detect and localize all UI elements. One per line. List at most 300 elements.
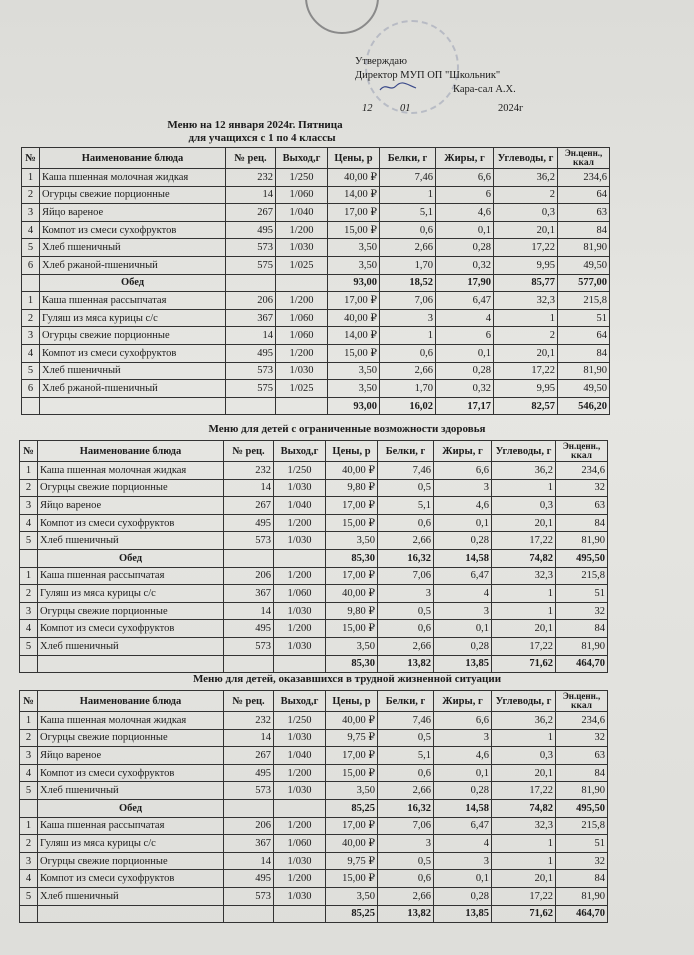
table-cell: 5 (22, 239, 40, 257)
table-cell: 495 (224, 620, 274, 638)
table-cell: 84 (556, 764, 608, 782)
table-cell: 63 (556, 747, 608, 765)
table-cell: 14 (224, 729, 274, 747)
table-cell: 215,8 (556, 567, 608, 585)
table-row (22, 344, 610, 362)
table-cell: 15,00 ₽ (328, 344, 380, 362)
table-cell: Яйцо вареное (38, 747, 224, 765)
table-cell (274, 799, 326, 817)
table-cell: 1/040 (274, 747, 326, 765)
table-cell: 573 (226, 362, 276, 380)
table-cell: 367 (224, 835, 274, 853)
table-cell: 1 (380, 186, 436, 204)
table-cell: 3 (434, 729, 492, 747)
column-header: Белки, г (380, 148, 436, 169)
table-cell: Хлеб ржаной-пшеничный (40, 256, 226, 274)
column-header: Жиры, г (434, 691, 492, 712)
table-cell: 1 (20, 462, 38, 480)
table-cell: Хлеб ржаной-пшеничный (40, 380, 226, 398)
table-cell: 1/030 (274, 602, 326, 620)
table-cell: 215,8 (558, 292, 610, 310)
table-cell: 4 (434, 585, 492, 603)
table-cell: 1 (492, 479, 556, 497)
total-label: Обед (40, 274, 226, 292)
table-cell: 5 (20, 532, 38, 550)
table-cell: 0,32 (436, 380, 494, 398)
table-cell: 81,90 (556, 532, 608, 550)
table-cell: 4,6 (434, 747, 492, 765)
table-cell: Хлеб пшеничный (40, 239, 226, 257)
table-cell: 3,50 (328, 362, 380, 380)
table-cell: Яйцо вареное (38, 497, 224, 515)
table-cell: Гуляш из мяса курицы с/с (38, 835, 224, 853)
table-cell: 81,90 (558, 239, 610, 257)
table-cell: 17,00 ₽ (326, 817, 378, 835)
table-cell (22, 274, 40, 292)
table-cell: 14,00 ₽ (328, 327, 380, 345)
table-cell: Каша пшенная рассыпчатая (38, 817, 224, 835)
table-cell: 4 (20, 764, 38, 782)
table-cell: Хлеб пшеничный (38, 532, 224, 550)
table-cell: 232 (224, 462, 274, 480)
table-cell: Огурцы свежие порционные (38, 602, 224, 620)
table-cell: 6,6 (434, 712, 492, 730)
table-cell: 2 (20, 835, 38, 853)
table-row (20, 729, 608, 747)
table-row (22, 239, 610, 257)
table-cell: 267 (224, 747, 274, 765)
column-header: Жиры, г (434, 441, 492, 462)
menu-table (21, 147, 610, 415)
total-value: 85,25 (326, 905, 378, 923)
table-cell: 573 (226, 239, 276, 257)
table-cell: 1/040 (274, 497, 326, 515)
table-cell: 14,00 ₽ (328, 186, 380, 204)
table-cell: 6 (22, 256, 40, 274)
table-cell: 63 (556, 497, 608, 515)
total-value: 464,70 (556, 905, 608, 923)
table-cell: 32 (556, 729, 608, 747)
table-cell: 3,50 (328, 380, 380, 398)
table-cell: 1 (492, 585, 556, 603)
column-header: Цены, р (328, 148, 380, 169)
total-value: 13,85 (434, 905, 492, 923)
table-row (20, 764, 608, 782)
table-cell: 575 (226, 380, 276, 398)
table-cell: 84 (556, 870, 608, 888)
table-cell: 0,1 (434, 514, 492, 532)
table-cell: Хлеб пшеничный (38, 637, 224, 655)
table-cell: 9,80 ₽ (326, 479, 378, 497)
total-value: 74,82 (492, 799, 556, 817)
table-cell: 3,50 (326, 532, 378, 550)
column-header-bottom: ккал (573, 158, 594, 168)
table-cell: 20,1 (492, 514, 556, 532)
table-cell: 234,6 (556, 462, 608, 480)
table-cell: 495 (226, 344, 276, 362)
table-cell: 2,66 (380, 362, 436, 380)
table-cell: 81,90 (556, 637, 608, 655)
menu-table (19, 690, 608, 923)
table-cell: 0,5 (378, 602, 434, 620)
column-header: Цены, р (326, 441, 378, 462)
table-cell: 1/025 (276, 380, 328, 398)
table-cell: 17,22 (494, 239, 558, 257)
table-cell: Компот из смеси сухофруктов (38, 514, 224, 532)
table-cell: 20,1 (494, 221, 558, 239)
table-cell (274, 549, 326, 567)
table-header-row (22, 148, 610, 169)
total-value: 18,52 (380, 274, 436, 292)
table-cell (274, 905, 326, 923)
table-cell: 2 (494, 327, 558, 345)
table-cell: 1/030 (274, 479, 326, 497)
table-cell: 5 (20, 887, 38, 905)
table-cell: 0,3 (492, 497, 556, 515)
table-cell: 6,47 (434, 817, 492, 835)
table-cell: 495 (226, 221, 276, 239)
total-value: 93,00 (328, 397, 380, 415)
table-cell: Огурцы свежие порционные (40, 186, 226, 204)
table-cell: 1/250 (274, 462, 326, 480)
table-cell: 17,22 (492, 887, 556, 905)
table-cell: 20,1 (494, 344, 558, 362)
table-cell: 0,3 (492, 747, 556, 765)
table-cell: 495 (224, 764, 274, 782)
table-cell: 1 (20, 817, 38, 835)
table-cell (20, 799, 38, 817)
table-cell: 51 (556, 835, 608, 853)
table-cell: 40,00 ₽ (328, 169, 380, 187)
table-cell: Гуляш из мяса курицы с/с (40, 309, 226, 327)
table-cell: 1/200 (274, 620, 326, 638)
table-cell: 0,28 (434, 782, 492, 800)
table-cell: 63 (558, 204, 610, 222)
table-row (20, 620, 608, 638)
approval-year: 2024г (498, 103, 524, 114)
table-cell: 1/060 (274, 835, 326, 853)
table-cell: 14 (226, 327, 276, 345)
table-row (20, 637, 608, 655)
table-cell: 7,46 (378, 712, 434, 730)
total-row (22, 274, 610, 292)
total-label (38, 905, 224, 923)
total-label: Обед (38, 799, 224, 817)
table-cell: 1 (20, 567, 38, 585)
column-header: Выход,г (274, 691, 326, 712)
table-cell: 6 (436, 186, 494, 204)
table-cell: 20,1 (492, 870, 556, 888)
total-row (20, 799, 608, 817)
table-cell: 0,1 (434, 870, 492, 888)
table-cell: 2 (494, 186, 558, 204)
table-cell: 17,00 ₽ (326, 497, 378, 515)
table-cell: 81,90 (558, 362, 610, 380)
table-cell: 0,28 (434, 532, 492, 550)
table-cell: 1/025 (276, 256, 328, 274)
table-cell: 1 (22, 169, 40, 187)
table-cell (276, 274, 328, 292)
total-value: 71,62 (492, 905, 556, 923)
menu-title-line-1: Меню на 12 января 2024г. Пятница (167, 119, 343, 131)
table-cell: 4 (20, 620, 38, 638)
table-cell: 17,22 (492, 637, 556, 655)
table-cell: 49,50 (558, 380, 610, 398)
column-header-bottom: ккал (571, 701, 592, 711)
table-cell: 206 (226, 292, 276, 310)
table-cell: 32 (556, 602, 608, 620)
table-cell: 4 (436, 309, 494, 327)
table-cell: 17,22 (494, 362, 558, 380)
total-value: 16,32 (378, 549, 434, 567)
table-cell: 5,1 (378, 497, 434, 515)
table-cell: 32 (556, 852, 608, 870)
table-cell: 1/200 (276, 344, 328, 362)
table-row (20, 835, 608, 853)
column-header: Белки, г (378, 441, 434, 462)
table-cell: 1/250 (274, 712, 326, 730)
total-value: 14,58 (434, 799, 492, 817)
table-cell: 2 (22, 309, 40, 327)
table-cell (276, 397, 328, 415)
table-cell: 3,50 (328, 239, 380, 257)
table-cell: 84 (558, 344, 610, 362)
table-cell: 84 (556, 514, 608, 532)
total-value: 546,20 (558, 397, 610, 415)
table-cell: 3 (378, 835, 434, 853)
table-cell: 1,70 (380, 380, 436, 398)
column-header: Углеводы, г (492, 691, 556, 712)
total-label: Обед (38, 549, 224, 567)
table-row (22, 327, 610, 345)
total-value: 464,70 (556, 655, 608, 673)
table-cell: 40,00 ₽ (326, 835, 378, 853)
table-cell: 1 (492, 852, 556, 870)
table-cell: 7,46 (378, 462, 434, 480)
table-cell: Хлеб пшеничный (38, 887, 224, 905)
table-cell: 64 (558, 327, 610, 345)
table-cell: 3 (20, 852, 38, 870)
table-cell: 1 (380, 327, 436, 345)
table-cell: 51 (558, 309, 610, 327)
column-header: Выход,г (274, 441, 326, 462)
table-cell: 495 (224, 870, 274, 888)
table-cell: 206 (224, 567, 274, 585)
table-cell: 17,00 ₽ (328, 292, 380, 310)
table-cell: 36,2 (494, 169, 558, 187)
table-cell: 4 (22, 344, 40, 362)
table-cell: 1 (492, 602, 556, 620)
table-cell (224, 799, 274, 817)
table-cell: 2,66 (378, 532, 434, 550)
table-cell: Компот из смеси сухофруктов (40, 344, 226, 362)
table-cell: 6,47 (434, 567, 492, 585)
table-cell: 64 (558, 186, 610, 204)
table-cell: 1/060 (276, 186, 328, 204)
table-cell: 15,00 ₽ (326, 764, 378, 782)
table-cell: 573 (224, 532, 274, 550)
table-cell: Каша пшенная молочная жидкая (38, 462, 224, 480)
table-cell: 1/200 (274, 817, 326, 835)
table-row (20, 712, 608, 730)
table-cell: Огурцы свежие порционные (40, 327, 226, 345)
table-row (20, 870, 608, 888)
table-cell: 3 (434, 479, 492, 497)
column-header-bottom: ккал (571, 451, 592, 461)
table-cell: 14 (224, 852, 274, 870)
table-cell (20, 655, 38, 673)
total-value: 74,82 (492, 549, 556, 567)
table-row (20, 817, 608, 835)
column-header: Наименование блюда (38, 691, 224, 712)
total-value: 16,32 (378, 799, 434, 817)
column-header: Цены, р (326, 691, 378, 712)
table-cell: 9,75 ₽ (326, 852, 378, 870)
total-value: 495,50 (556, 549, 608, 567)
table-cell: 3 (22, 327, 40, 345)
table-cell: 1/200 (274, 567, 326, 585)
table-cell: 15,00 ₽ (328, 221, 380, 239)
table-cell: 1/040 (276, 204, 328, 222)
table-cell: 0,6 (378, 870, 434, 888)
table-header-row (20, 691, 608, 712)
approval-line-2: Директор МУП ОП "Школьник" (355, 70, 501, 81)
table-row (22, 256, 610, 274)
table-cell: 1 (492, 835, 556, 853)
table-cell: 5 (22, 362, 40, 380)
table-cell: 14 (224, 602, 274, 620)
total-value: 85,25 (326, 799, 378, 817)
table-cell: 6 (436, 327, 494, 345)
table-cell: 4 (434, 835, 492, 853)
approval-line-1: Утверждаю (355, 56, 407, 67)
table-header-row (20, 441, 608, 462)
total-value: 13,82 (378, 655, 434, 673)
table-cell: Каша пшенная молочная жидкая (38, 712, 224, 730)
total-row (20, 905, 608, 923)
table-cell: 1/060 (274, 585, 326, 603)
approval-day: 12 (362, 103, 373, 114)
table-cell: 5 (20, 637, 38, 655)
table-cell: 215,8 (556, 817, 608, 835)
table-row (20, 887, 608, 905)
table-cell: 232 (226, 169, 276, 187)
column-header: № (20, 691, 38, 712)
table-cell: 4,6 (436, 204, 494, 222)
table-cell: 0,6 (380, 221, 436, 239)
menu-table (19, 440, 608, 673)
column-header: № рец. (224, 441, 274, 462)
table-cell: 9,80 ₽ (326, 602, 378, 620)
table-cell: 40,00 ₽ (326, 712, 378, 730)
table-cell: 1 (492, 729, 556, 747)
table-cell: 0,6 (378, 764, 434, 782)
table-cell (22, 397, 40, 415)
table-cell: 3 (434, 852, 492, 870)
table-cell (224, 655, 274, 673)
table-row (20, 462, 608, 480)
table-cell: 32 (556, 479, 608, 497)
table-cell: 9,95 (494, 380, 558, 398)
table-cell: 3 (20, 602, 38, 620)
table-cell: 6,47 (436, 292, 494, 310)
table-cell: Каша пшенная рассыпчатая (40, 292, 226, 310)
table-cell: 2,66 (380, 239, 436, 257)
table-cell: 40,00 ₽ (326, 462, 378, 480)
table-cell (226, 397, 276, 415)
table-cell: 20,1 (492, 620, 556, 638)
table-cell: 1/060 (276, 327, 328, 345)
table-cell: 6 (22, 380, 40, 398)
column-header: № (22, 148, 40, 169)
total-value: 577,00 (558, 274, 610, 292)
column-header-top: Эн.ценн., (562, 691, 601, 701)
table-cell: 1/030 (274, 852, 326, 870)
column-header-top: Эн.ценн., (562, 441, 601, 451)
table-cell: 1 (494, 309, 558, 327)
table-cell: 0,3 (494, 204, 558, 222)
table-cell: 51 (556, 585, 608, 603)
table-cell: 15,00 ₽ (326, 870, 378, 888)
table-cell (224, 905, 274, 923)
total-label (38, 655, 224, 673)
table-cell: 81,90 (556, 887, 608, 905)
total-value: 495,50 (556, 799, 608, 817)
table-cell: 234,6 (558, 169, 610, 187)
table-cell: Огурцы свежие порционные (38, 479, 224, 497)
table-cell: 1,70 (380, 256, 436, 274)
table-row (22, 169, 610, 187)
table-cell: 495 (224, 514, 274, 532)
table-cell: 17,00 ₽ (326, 567, 378, 585)
column-header: № рец. (224, 691, 274, 712)
total-value: 14,58 (434, 549, 492, 567)
table-cell: 0,6 (378, 514, 434, 532)
table-row (22, 380, 610, 398)
table-cell: 367 (226, 309, 276, 327)
table-row (22, 204, 610, 222)
table-cell: 0,1 (436, 344, 494, 362)
table-cell: 232 (224, 712, 274, 730)
total-value: 71,62 (492, 655, 556, 673)
table-cell: 1/030 (274, 532, 326, 550)
table-cell: 7,06 (378, 567, 434, 585)
table-cell: 14 (226, 186, 276, 204)
table-cell: 573 (224, 637, 274, 655)
section-subtitle: Меню для детей, оказавшихся в трудной жизненной ситуации (192, 673, 502, 685)
table-cell: 17,00 ₽ (328, 204, 380, 222)
table-row (20, 479, 608, 497)
column-header: № рец. (226, 148, 276, 169)
total-row (20, 655, 608, 673)
table-cell: 84 (558, 221, 610, 239)
table-cell: 5,1 (378, 747, 434, 765)
seal-circle (305, 0, 379, 34)
total-label (40, 397, 226, 415)
table-cell: 1/200 (274, 870, 326, 888)
section-subtitle: Меню для детей с ограниченные возможности здоровья (208, 423, 486, 435)
table-cell: 4,6 (434, 497, 492, 515)
table-cell: 15,00 ₽ (326, 514, 378, 532)
table-cell: Огурцы свежие порционные (38, 852, 224, 870)
column-header: Углеводы, г (494, 148, 558, 169)
table-cell: 3,50 (326, 637, 378, 655)
table-cell: 20,1 (492, 764, 556, 782)
total-value: 85,30 (326, 549, 378, 567)
table-cell: 36,2 (492, 712, 556, 730)
table-cell: 2 (20, 585, 38, 603)
table-cell: 0,28 (434, 887, 492, 905)
